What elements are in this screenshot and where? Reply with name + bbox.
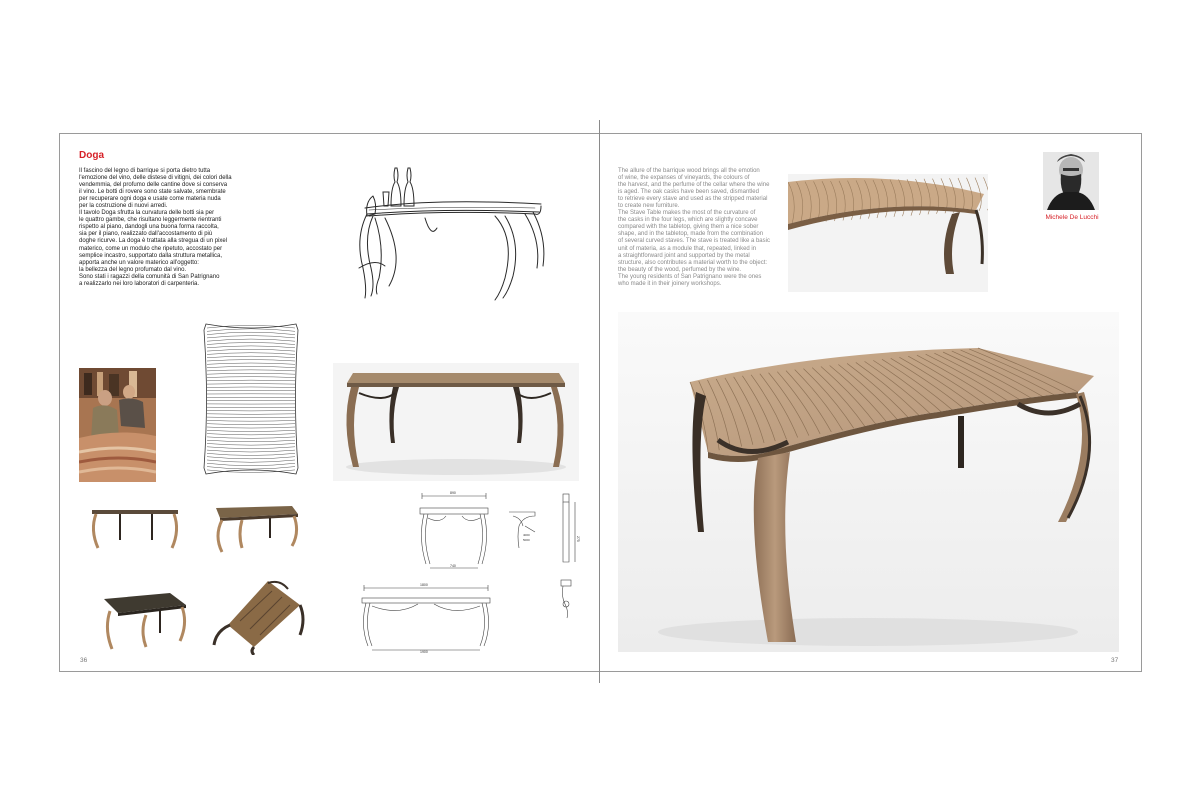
text-line: the harvest, and the perfume of the cellar where the wine — [618, 182, 770, 189]
text-line: vendemmia, del profumo delle cantine dove si conserva — [79, 182, 228, 189]
text-line: of wine, the expanses of vineyards, the colours of — [618, 175, 750, 182]
text-line: il vino. Le botti di rovere sono state salvate, smembrate — [79, 189, 226, 196]
table-thumbnail-2 — [208, 500, 300, 558]
table-thumbnail-3 — [100, 585, 190, 655]
dimension-label: 275 — [576, 536, 580, 542]
portrait-caption: Michele De Lucchi — [1045, 214, 1099, 221]
dimension-label: 5000 — [523, 538, 530, 542]
text-line: unit of materia, as a module that, repeated, linked in — [618, 245, 757, 252]
text-line: Il tavolo Doga sfrutta la curvatura delle botti sia per — [79, 210, 215, 217]
text-line: the casks in the four legs, which are slightly concave — [618, 217, 758, 224]
text-line: the beauty of the wood, perfumed by the wine. — [618, 266, 742, 273]
table-thumbnail-4 — [210, 575, 306, 655]
page-number-left: 36 — [80, 657, 88, 664]
text-line: semplice incastro, supportato dalla struttura metallica, — [79, 252, 223, 259]
dimension-label: 740 — [450, 564, 456, 568]
dimension-label: 1900 — [420, 650, 428, 654]
text-line: Sono stati i ragazzi della comunità di San Patrignano — [79, 273, 220, 280]
text-line: to create new furniture. — [618, 203, 680, 210]
text-line: rispetto al piano, dandogli una buona forma raccolta, — [79, 224, 219, 231]
text-line: la bellezza del legno profumato dal vino. — [79, 266, 187, 273]
text-line: The allure of the barrique wood brings all the emotion — [618, 168, 760, 174]
table-sketch-image — [345, 158, 553, 308]
page-number-right: 37 — [1111, 657, 1119, 664]
text-line: Il fascino del legno di barrique si porta dietro tutta — [79, 168, 211, 174]
text-line: per la costruzione di nuovi arredi. — [79, 203, 168, 210]
tabletop-closeup-photo — [788, 174, 988, 292]
text-line: structure, also contributes a material worth to the object: — [618, 259, 768, 266]
stave-pattern-drawing — [201, 318, 301, 480]
workshop-photo — [79, 368, 156, 482]
text-line: The young residents of San Patrignano were the ones — [618, 273, 762, 280]
spine-line — [599, 120, 600, 683]
text-line: l'emozione del vino, delle distese di vitigni, dei colori della — [79, 175, 232, 182]
english-body-text — [618, 168, 793, 288]
text-line: a straightforward joint and supported by the metal — [618, 252, 750, 259]
section-title: Doga — [79, 150, 104, 161]
technical-drawing-detail — [505, 492, 545, 552]
text-line: compared with the tabletop, giving them a nice sober — [618, 224, 759, 231]
text-line: The Stave Table makes the most of the curvature of — [618, 210, 756, 217]
table-photo-front — [333, 363, 579, 481]
text-line: materico, come un modulo che ripetuto, accostato per — [79, 245, 223, 252]
hero-table-photo — [618, 312, 1119, 652]
text-line: le quattro gambe, che risultano leggermente rientranti — [79, 217, 222, 224]
dimension-label: 890 — [450, 491, 456, 495]
italian-body-text — [79, 168, 254, 288]
text-line: is aged. The oak casks have been saved, dismantled — [618, 189, 759, 196]
text-line: sia per il piano, realizzato dall'accostamento di più — [79, 231, 213, 238]
text-line: doghe ricurve. La doga è trattata alla stregua di un pixel — [79, 238, 228, 245]
text-line: who made it in their joinery workshops. — [618, 280, 722, 287]
designer-portrait — [1043, 152, 1099, 210]
dimension-label: 1800 — [420, 583, 428, 587]
technical-drawing-side — [410, 488, 492, 570]
text-line: of several curved staves. The stave is treated like a basic — [618, 238, 770, 245]
text-line: shape, and in the tabletop, made from the combination — [618, 231, 764, 238]
table-thumbnail-1 — [86, 500, 182, 558]
text-line: apporta anche un valore materico all'oggetto: — [79, 259, 199, 266]
technical-drawing-elevation — [555, 492, 585, 622]
technical-drawing-front — [358, 582, 493, 654]
text-line: per recuperare ogni doga e usate come materia nuda — [79, 196, 221, 203]
text-line: to retrieve every stave and used as the stripped material — [618, 196, 768, 203]
text-line: a realizzarlo nei loro laboratori di carpenteria. — [79, 280, 200, 287]
dimension-label: 4000 — [523, 533, 530, 537]
